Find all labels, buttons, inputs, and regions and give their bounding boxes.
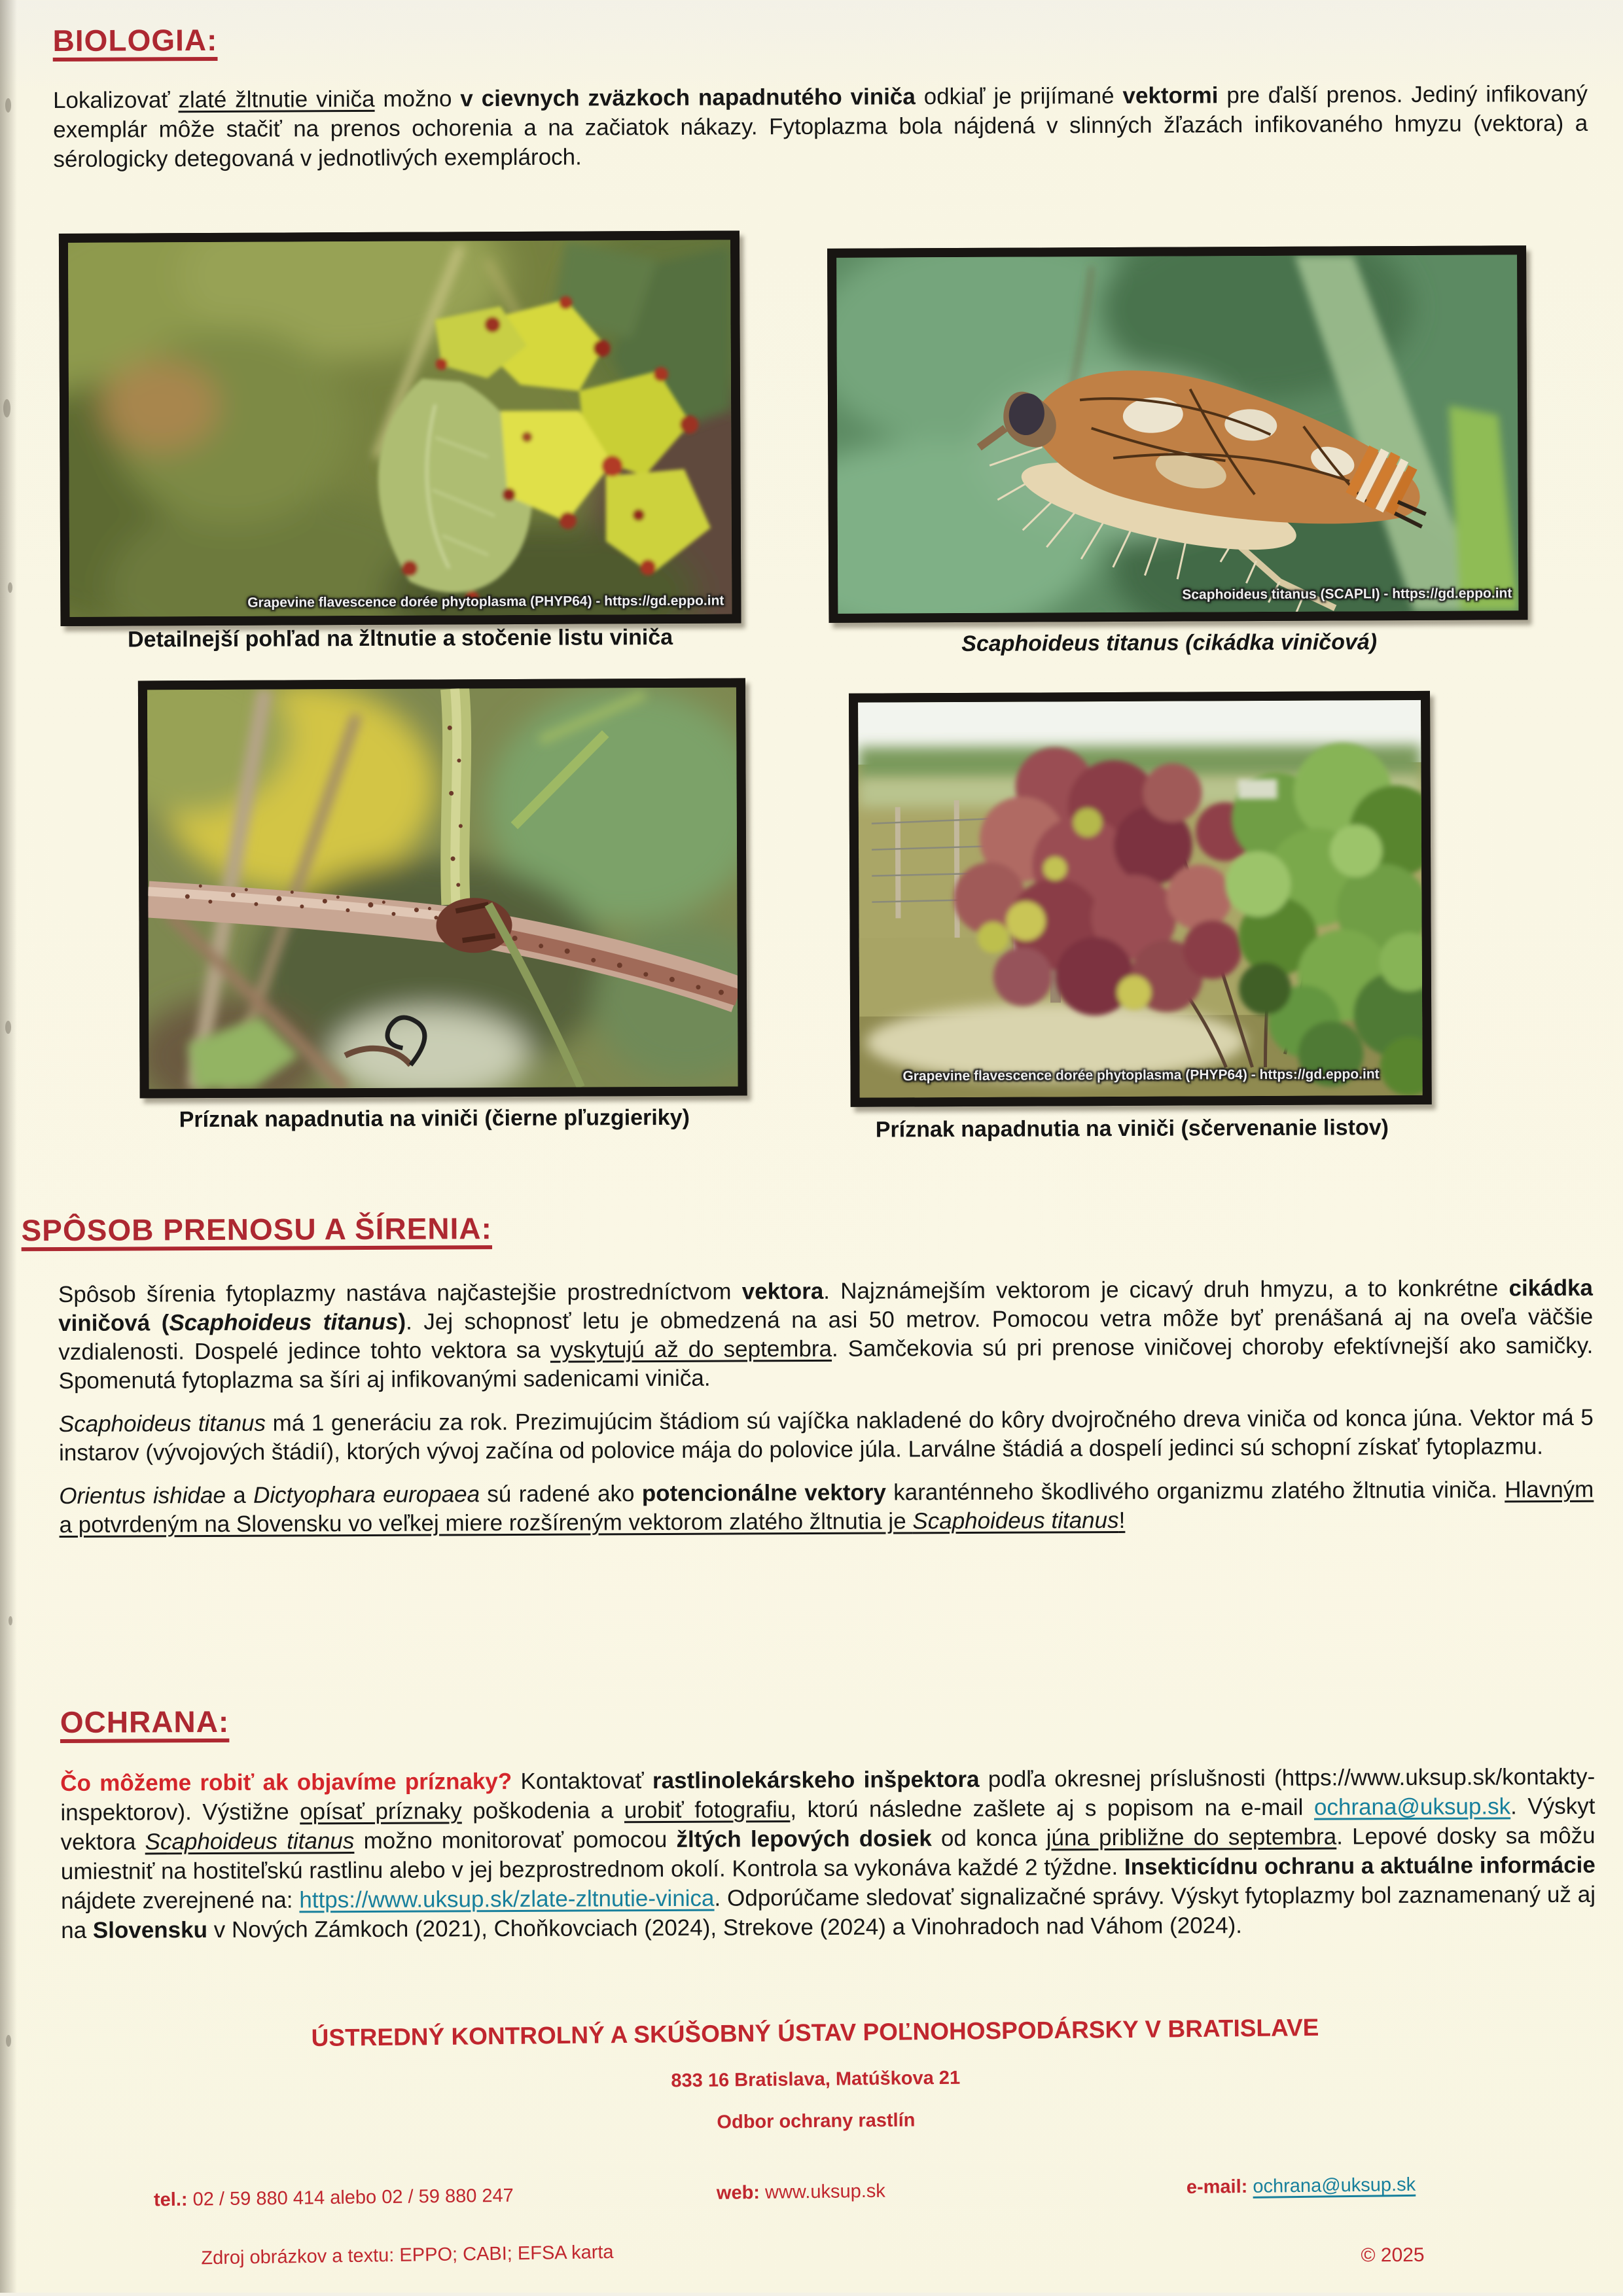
text-run: ( xyxy=(150,1310,169,1336)
text-run: ! xyxy=(1118,1507,1126,1533)
text-run: zlaté žltnutie viniča xyxy=(178,86,375,113)
text-run: urobiť fotografiu xyxy=(624,1797,791,1824)
text-run: nájdete zverejnené na: xyxy=(60,1887,300,1915)
contact-tel xyxy=(154,2185,514,2212)
prenos-paragraph-2 xyxy=(59,1404,1594,1468)
text-run: júna približne do septembra xyxy=(1046,1824,1337,1851)
text-run: . Samčekovia sú pri prenose viničovej choroby efektívnejší ako samičky. Spomenutá fytoplazma sa šíri aj infikovanými sadenicami viniča. xyxy=(58,1332,1594,1394)
text-run: Príznak napadnutia na viniči (čierne pľuzgieriky) xyxy=(179,1104,690,1133)
photo-watermark: Grapevine flavescence dorée phytoplasma (PHYP64) - https://gd.eppo.int xyxy=(247,593,724,610)
text-run: odkiaľ je prijímané xyxy=(915,82,1123,110)
text-run: Orientus ishidae xyxy=(59,1482,226,1510)
footer xyxy=(3,2011,1623,2141)
prenos-paragraph-1 xyxy=(58,1274,1594,1396)
tel-value: 02 / 59 880 414 alebo 02 / 59 880 247 xyxy=(192,2185,514,2210)
institution-address: 833 16 Bratislava, Matúškova 21 xyxy=(671,2067,961,2092)
web-value: www.uksup.sk xyxy=(764,2180,885,2203)
prenos-paragraphs xyxy=(58,1274,1594,1540)
text-run: v cievnych zväzkoch napadnutého viniča xyxy=(460,84,916,112)
text-run: žltých lepových dosiek xyxy=(676,1826,932,1852)
text-run: Scaphoideus titanus xyxy=(169,1309,399,1336)
text-run: Insekticídnu ochranu a aktuálne informácie xyxy=(1124,1852,1596,1880)
text-run: . Výskyt vektora xyxy=(60,1793,1596,1856)
biologia-paragraph xyxy=(53,79,1588,174)
text-run: vyskytujú až do septembra xyxy=(550,1335,832,1363)
text-run: Slovensku xyxy=(92,1917,208,1943)
text-run: Scaphoideus titanus xyxy=(58,1410,266,1438)
text-run: Scaphoideus titanus xyxy=(145,1828,355,1855)
caption-yellowing-leaves xyxy=(96,622,705,655)
ochrana-heading: OCHRANA: xyxy=(60,1704,230,1740)
text-run: od konca xyxy=(931,1825,1046,1852)
web-label: web: xyxy=(716,2182,760,2204)
text-run: Čo môžeme robiť ak objavíme príznaky? xyxy=(60,1769,512,1797)
text-run: cikádka viničová xyxy=(58,1275,1594,1337)
tel-label: tel.: xyxy=(153,2189,188,2211)
text-run: Scaphoideus titanus xyxy=(912,1507,1119,1534)
prenos-heading: SPÔSOB PRENOSU A ŠÍRENIA: xyxy=(21,1211,493,1248)
prenos-paragraph-3 xyxy=(59,1475,1594,1540)
vineyard-illustration xyxy=(858,700,1423,1098)
section-prenos xyxy=(21,1206,1594,1554)
email-link[interactable]: ochrana@uksup.sk xyxy=(1253,2174,1416,2197)
text-run: vektormi xyxy=(1122,82,1219,109)
text-run: . Lepové dosky sa môžu umiestniť na hostiteľskú rastlinu alebo v jej bezprostrednom okolí. Kontrola sa vykonáva každé 2 týždne. xyxy=(60,1822,1596,1885)
biologia-heading: BIOLOGIA: xyxy=(52,22,218,58)
caption-shoot-pustules xyxy=(107,1102,762,1135)
source-credit: Zdroj obrázkov a textu: EPPO; CABI; EFSA karta xyxy=(201,2242,614,2269)
text-run: ) xyxy=(398,1309,406,1335)
photo-shoot-pustules xyxy=(138,678,747,1098)
text-run: rastlinolekárskeho inšpektora xyxy=(652,1766,980,1794)
photo-yellowing-leaves xyxy=(59,230,741,626)
text-run: má 1 generáciu za rok. Prezimujúcim štádiom sú vajíčka nakladené do kôry dvojročného dreva viniča od konca júna. Vektor má 5 instarov (vývojových štádií), ktorých vývoj začína od polovice mája do polovice júla. Larválne štádiá a dospelí jedinci sú schopní získať fytoplazmu. xyxy=(58,1404,1594,1466)
photo-watermark: Scaphoideus titanus (SCAPLI) - https://gd.eppo.int xyxy=(1182,586,1512,603)
text-run: poškodenia a xyxy=(461,1797,624,1824)
section-ochrana xyxy=(60,1698,1596,1945)
text-run: Hlavným a potvrdeným na Slovensku vo veľkej miere rozšíreným vektorom zlatého žltnutia je xyxy=(59,1476,1594,1538)
text-run: Scaphoideus titanus (cikádka viničová) xyxy=(961,629,1378,656)
text-run: v Nových Zámkoch (2021), Choňkovciach (2024), Strekove (2024) a Vinohradoch nad Váhom (2024). xyxy=(207,1913,1243,1943)
contact-email xyxy=(1186,2174,1416,2199)
ochrana-paragraph xyxy=(60,1762,1596,1945)
institution-name: ÚSTREDNÝ KONTROLNÝ A SKÚŠOBNÝ ÚSTAV POĽNOHOSPODÁRSKY V BRATISLAVE xyxy=(311,2013,1319,2052)
text-run: sú radené ako xyxy=(479,1481,642,1508)
text-run: Kontaktovať xyxy=(512,1768,653,1795)
text-run: Lokalizovať xyxy=(52,87,179,114)
shoot-pustules-illustration xyxy=(147,687,738,1089)
text-run: karanténneho škodlivého organizmu zlatého žltnutia viniča. xyxy=(885,1477,1505,1506)
text-run: opísať príznaky xyxy=(300,1798,462,1825)
inline-link[interactable]: ochrana@uksup.sk xyxy=(1313,1793,1511,1820)
text-run: možno xyxy=(374,86,461,112)
text-run: možno monitorovať pomocou xyxy=(354,1826,677,1854)
photo-vineyard-reddening xyxy=(849,691,1432,1107)
text-run: . Odporúčame sledovať signalizačné správy. Výskyt fytoplazmy bol zaznamenaný už aj na xyxy=(61,1881,1596,1944)
text-run: , ktorú následne zašlete aj s popisom na e-mail xyxy=(790,1794,1315,1823)
text-run: a xyxy=(225,1482,254,1508)
photo-watermark: Grapevine flavescence dorée phytoplasma (PHYP64) - https://gd.eppo.int xyxy=(902,1067,1380,1084)
section-biologia xyxy=(52,16,1588,174)
text-run: podľa okresnej príslušnosti (https://www.uksup.sk/kontakty-inspektorov). Výstižne xyxy=(60,1763,1596,1826)
caption-leafhopper xyxy=(829,626,1510,660)
leafhopper-illustration xyxy=(836,255,1518,614)
photo-leafhopper xyxy=(827,245,1527,623)
contact-web xyxy=(717,2181,885,2204)
text-run: . Najznámejším vektorom je cicavý druh hmyzu, a to konkrétne xyxy=(823,1275,1509,1304)
caption-vineyard-reddening xyxy=(870,1112,1394,1144)
text-run: pre ďalší prenos. Jediný infikovaný exemplár môže stačiť na prenos ochorenia a na začiatok nákazy. Fytoplazma bola nájdená v slinných žľazách infikovaného hmyzu (vektora) a sérologicky detegovaná v jednotlivých exemplároch. xyxy=(53,80,1588,173)
text-run: Dictyophara europaea xyxy=(253,1481,480,1508)
contact-row xyxy=(5,2172,1623,2221)
text-run: potencionálne vektory xyxy=(641,1479,886,1507)
email-label: e-mail: xyxy=(1186,2176,1248,2199)
text-run: Spôsob šírenia fytoplazmy nastáva najčastejšie prostredníctvom xyxy=(58,1279,742,1308)
text-run: . Jej schopnosť letu je obmedzená na asi 50 metrov. Pomocou vetra môže byť prenášaná aj na oveľa väčšie vzdialenosti. Dospelé jedince tohto vektora sa xyxy=(58,1303,1594,1366)
text-run: Detailnejší pohľad na žltnutie a stočenie listu viniča xyxy=(127,624,673,652)
yellowing-leaves-illustration xyxy=(68,240,732,617)
text-run: vektora xyxy=(741,1278,824,1305)
copyright: © 2025 xyxy=(1361,2244,1425,2267)
text-run: Príznak napadnutia na viniči (sčervenanie listov) xyxy=(875,1115,1389,1142)
institution-department: Odbor ochrany rastlín xyxy=(717,2110,916,2133)
inline-link[interactable]: https://www.uksup.sk/zlate-zltnutie-vinica xyxy=(299,1885,715,1913)
